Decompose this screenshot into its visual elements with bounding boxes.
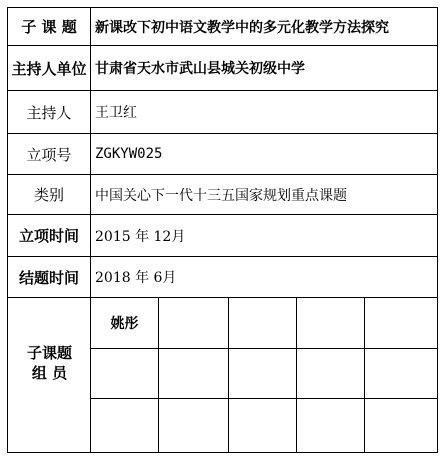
row-divider <box>7 297 438 298</box>
completion-date-value: 2018 年 6月 <box>95 270 177 286</box>
approval-date-value: 2015 年 12月 <box>95 228 186 245</box>
members-label-line2: 组 员 <box>31 364 68 382</box>
host-value: 王卫红 <box>95 105 137 121</box>
project-number-label: 立项号 <box>26 145 72 164</box>
approval-date-label: 立项时间 <box>18 227 79 245</box>
member-grid-line <box>158 297 159 453</box>
members-label <box>8 343 91 383</box>
member-grid-line <box>90 398 438 399</box>
member-grid-line <box>90 348 438 349</box>
subject-label: 子 课 题 <box>21 18 77 36</box>
host-unit-value: 甘肃省天水市武山县城关初级中学 <box>95 61 305 77</box>
members-label-line1: 子课题 <box>26 344 72 362</box>
subject-value: 新课改下初中语文教学中的多元化教学方法探究 <box>95 19 389 36</box>
host-unit-label: 主持人单位 <box>11 59 87 78</box>
category-value: 中国关心下一代十三五国家规划重点课题 <box>95 187 347 204</box>
member-grid-line <box>364 297 365 453</box>
completion-date-label: 结题时间 <box>18 268 79 287</box>
member-grid-line <box>296 297 297 453</box>
category-label: 类别 <box>33 186 64 204</box>
project-number-value: ZGKYW025 <box>95 146 163 162</box>
host-label: 主持人 <box>26 103 72 122</box>
member-grid-line <box>228 297 229 453</box>
member-name: 姚彤 <box>110 316 139 332</box>
